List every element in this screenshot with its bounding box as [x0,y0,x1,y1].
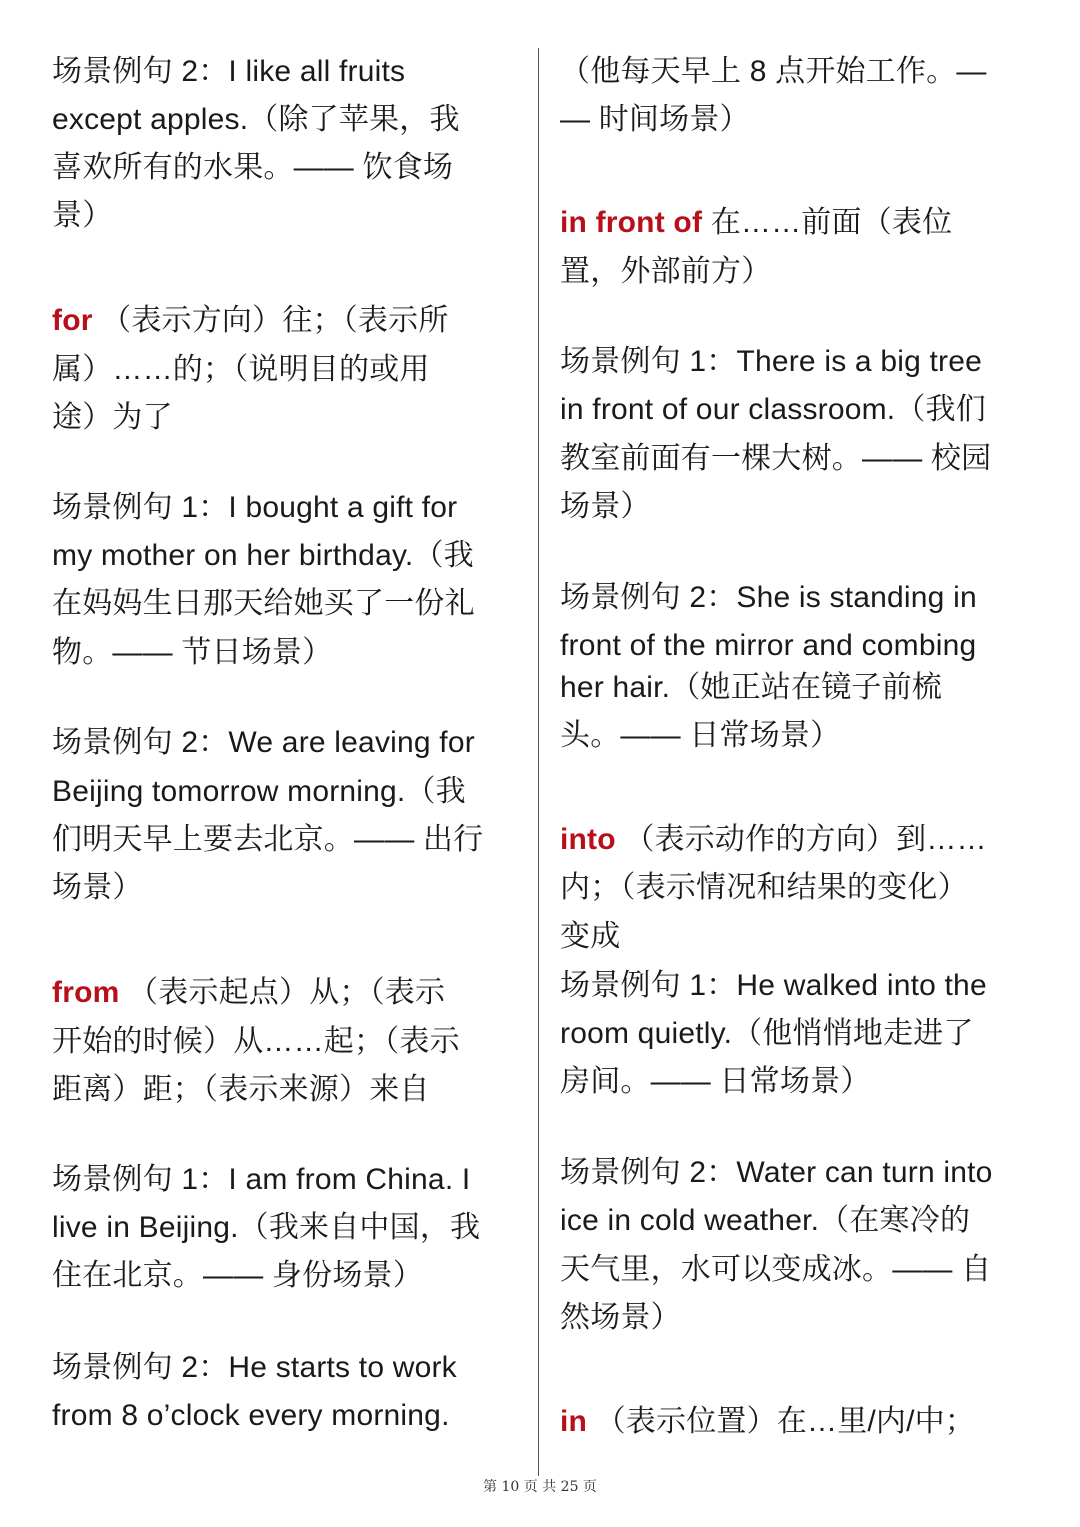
line-text: my mother on her birthday.（我 [52,539,474,572]
line-text: （他每天早上 8 点开始工作。— [560,55,987,88]
line-text: Beijing tomorrow morning.（我 [52,775,466,808]
line-text: 场景例句 2：Water can turn into [560,1156,993,1189]
definition-line [52,971,445,1015]
line-text: 场景例句 1：I am from China. I [52,1163,471,1196]
example-sentence-line [52,721,475,765]
line-text: 途）为了 [52,401,173,434]
line-text: 喜欢所有的水果。—— 饮食场 [52,151,454,184]
example-sentence-line [560,964,987,1008]
example-sentence-line [560,1060,871,1104]
line-text: 然场景） [560,1301,681,1334]
example-sentence-line [52,194,112,238]
definition-line [560,866,968,910]
example-sentence-line [560,1248,991,1292]
line-text: 开始的时候）从……起；（表示 [52,1025,460,1058]
example-sentence-line [560,437,991,481]
line-text: 在妈妈生日那天给她买了一份礼 [52,587,475,620]
line-text: （表示起点）从；（表示 [119,976,446,1009]
line-text: 们明天早上要去北京。—— 出行 [52,823,484,856]
example-sentence-line [52,1254,423,1298]
line-text: except apples.（除了苹果，我 [52,103,460,136]
line-text: 天气里，水可以变成冰。—— 自 [560,1253,992,1286]
definition-line [52,1020,460,1064]
line-text: （表示动作的方向）到…… [615,823,987,856]
line-text: 场景） [560,490,651,523]
line-text: 置，外部前方） [560,255,772,288]
example-sentence-line [52,1394,450,1438]
example-sentence-line [560,714,840,758]
definition-line [52,396,173,440]
line-text: live in Beijing.（我来自中国，我 [52,1211,481,1244]
example-sentence-line [560,485,651,529]
line-text: in front of our classroom.（我们 [560,393,986,426]
line-text: 景） [52,199,113,232]
definition-line [52,348,430,392]
definition-line [560,818,987,862]
example-sentence-line [52,1346,457,1390]
example-sentence-line [52,1206,480,1250]
line-text: 场景例句 1：I bought a gift for [52,491,458,524]
line-text: 场景例句 2：He starts to work [52,1351,457,1384]
line-text: 场景例句 1：He walked into the [560,969,987,1002]
preposition-keyword: in front of [560,206,703,239]
example-sentence-line [52,631,332,675]
preposition-keyword: from [52,976,120,1009]
line-text: 内；（表示情况和结果的变化） [560,871,968,904]
example-sentence-line [52,486,457,530]
column-divider [538,48,539,1476]
line-text: 距离）距；（表示来源）来自 [52,1073,430,1106]
example-sentence-line [560,576,977,620]
example-sentence-line [560,1151,993,1195]
line-text: 教室前面有一棵大树。—— 校园 [560,442,992,475]
definition-line [560,201,952,245]
example-sentence-line [560,98,750,142]
line-text: 房间。—— 日常场景） [560,1065,871,1098]
line-text: 变成 [560,920,621,953]
page-footer: 第 10 页 共 25 页 [483,1479,597,1495]
example-sentence-line [560,388,986,432]
line-text: 场景例句 1：There is a big tree [560,345,983,378]
example-sentence-line [560,1012,974,1056]
definition-line [560,915,620,959]
line-text: （表示方向）往；（表示所 [92,304,449,337]
preposition-keyword: for [52,304,93,337]
example-sentence-line [52,146,453,190]
line-text: — 时间场景） [560,103,750,136]
example-sentence-line [560,1296,681,1340]
example-sentence-line [52,98,460,142]
line-text: 头。—— 日常场景） [560,719,841,752]
line-text: 在……前面（表位 [702,206,953,239]
definition-line [560,1400,975,1444]
line-text: ice in cold weather.（在寒冷的 [560,1204,971,1237]
example-sentence-line [52,1158,470,1202]
definition-line [52,1068,430,1112]
definition-line [560,250,771,294]
example-sentence-line [560,624,976,668]
example-sentence-line [52,534,474,578]
example-sentence-line [560,666,942,710]
example-sentence-line [52,818,483,862]
line-text: （表示位置）在…里/内/中； [587,1405,976,1438]
example-sentence-line [560,1199,970,1243]
example-sentence-line [52,866,143,910]
line-text: from 8 o’clock every morning. [52,1399,450,1432]
example-sentence-line [52,50,405,94]
line-text: 场景例句 2：I like all fruits [52,55,406,88]
preposition-keyword: in [560,1405,588,1438]
line-text: 属）……的；（说明目的或用 [52,353,430,386]
line-text: 物。—— 节日场景） [52,636,333,669]
line-text: 场景） [52,871,143,904]
example-sentence-line [560,340,982,384]
line-text: 场景例句 2：She is standing in [560,581,977,614]
example-sentence-line [560,50,987,94]
line-text: her hair.（她正站在镜子前梳 [560,671,942,704]
line-text: room quietly.（他悄悄地走进了 [560,1017,974,1050]
definition-line [52,299,449,343]
line-text: 住在北京。—— 身份场景） [52,1259,423,1292]
preposition-keyword: into [560,823,616,856]
example-sentence-line [52,582,475,626]
line-text: 场景例句 2：We are leaving for [52,726,475,759]
example-sentence-line [52,770,466,814]
line-text: front of the mirror and combing [560,629,977,662]
